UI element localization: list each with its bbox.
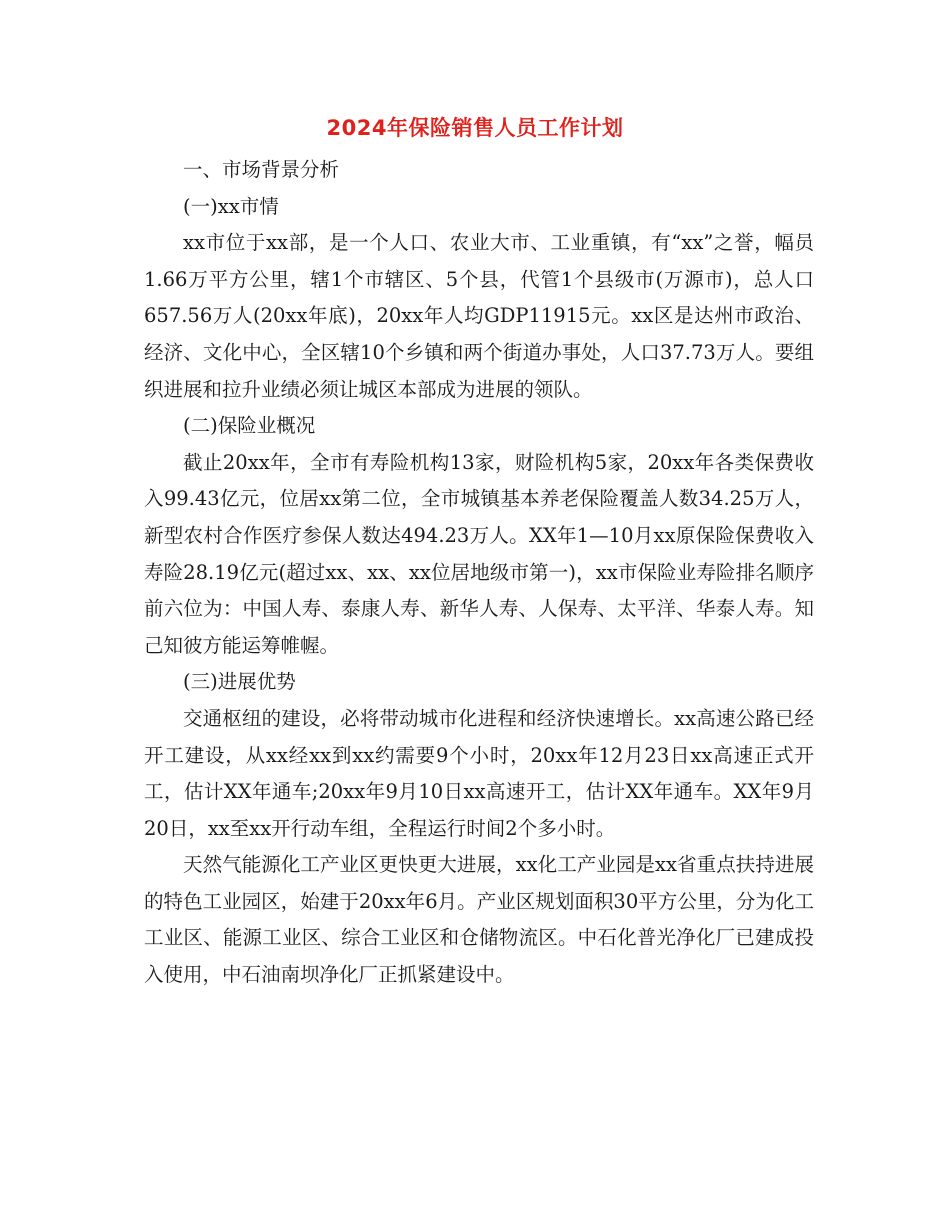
document-title: 2024年保险销售人员工作计划 xyxy=(326,116,624,140)
paragraph-transport-hub: 交通枢纽的建设，必将带动城市化进程和经济快速增长。xx高速公路已经开工建设，从xx经xx到xx约需要9个小时，20xx年12月23日xx高速正式开工，估计XX年通车;20xx年9月10日xx高速开工，估计XX年通车。XX年9月20日，xx至xx开行动车组，全程运行时间2个多小时。 xyxy=(144,706,814,840)
paragraph-chemical-industry: 天然气能源化工产业区更快更大进展，xx化工产业园是xx省重点扶持进展的特色工业园区，始建于20xx年6月。产业区规划面积30平方公里，分为化工工业区、能源工业区、综合工业区和仓储物流区。中石化普光净化厂已建成投入使用，中石油南坝净化厂正抓紧建设中。 xyxy=(144,853,814,987)
paragraph-city-overview: xx市位于xx部，是一个人口、农业大市、工业重镇，有“xx”之誉，幅员1.66万平方公里，辖1个市辖区、5个县，代管1个县级市(万源市)，总人口657.56万人(20xx年底)，20xx年人均GDP11915元。xx区是达州市政治、经济、文化中心，全区辖10个乡镇和两个街道办事处，人口37.73万人。要组织进展和拉升业绩必须让城区本部成为进展的领队。 xyxy=(144,231,814,401)
subsection-heading-city-overview: (一)xx市情 xyxy=(183,194,279,218)
document-body xyxy=(144,152,814,994)
subsection-heading-advantages: (三)进展优势 xyxy=(183,670,296,694)
paragraph-insurance-overview: 截止20xx年，全市有寿险机构13家，财险机构5家，20xx年各类保费收入99.43亿元，位居xx第二位，全市城镇基本养老保险覆盖人数34.25万人，新型农村合作医疗参保人数达494.23万人。XX年1—10月xx原保险保费收入寿险28.19亿元(超过xx、xx、xx位居地级市第一)，xx市保险业寿险排名顺序前六位为：中国人寿、泰康人寿、新华人寿、人保寿、太平洋、华泰人寿。知己知彼方能运筹帷幄。 xyxy=(144,450,814,657)
section-heading-market-analysis: 一、市场背景分析 xyxy=(183,158,340,181)
subsection-heading-insurance-overview: (二)保险业概况 xyxy=(183,414,316,438)
